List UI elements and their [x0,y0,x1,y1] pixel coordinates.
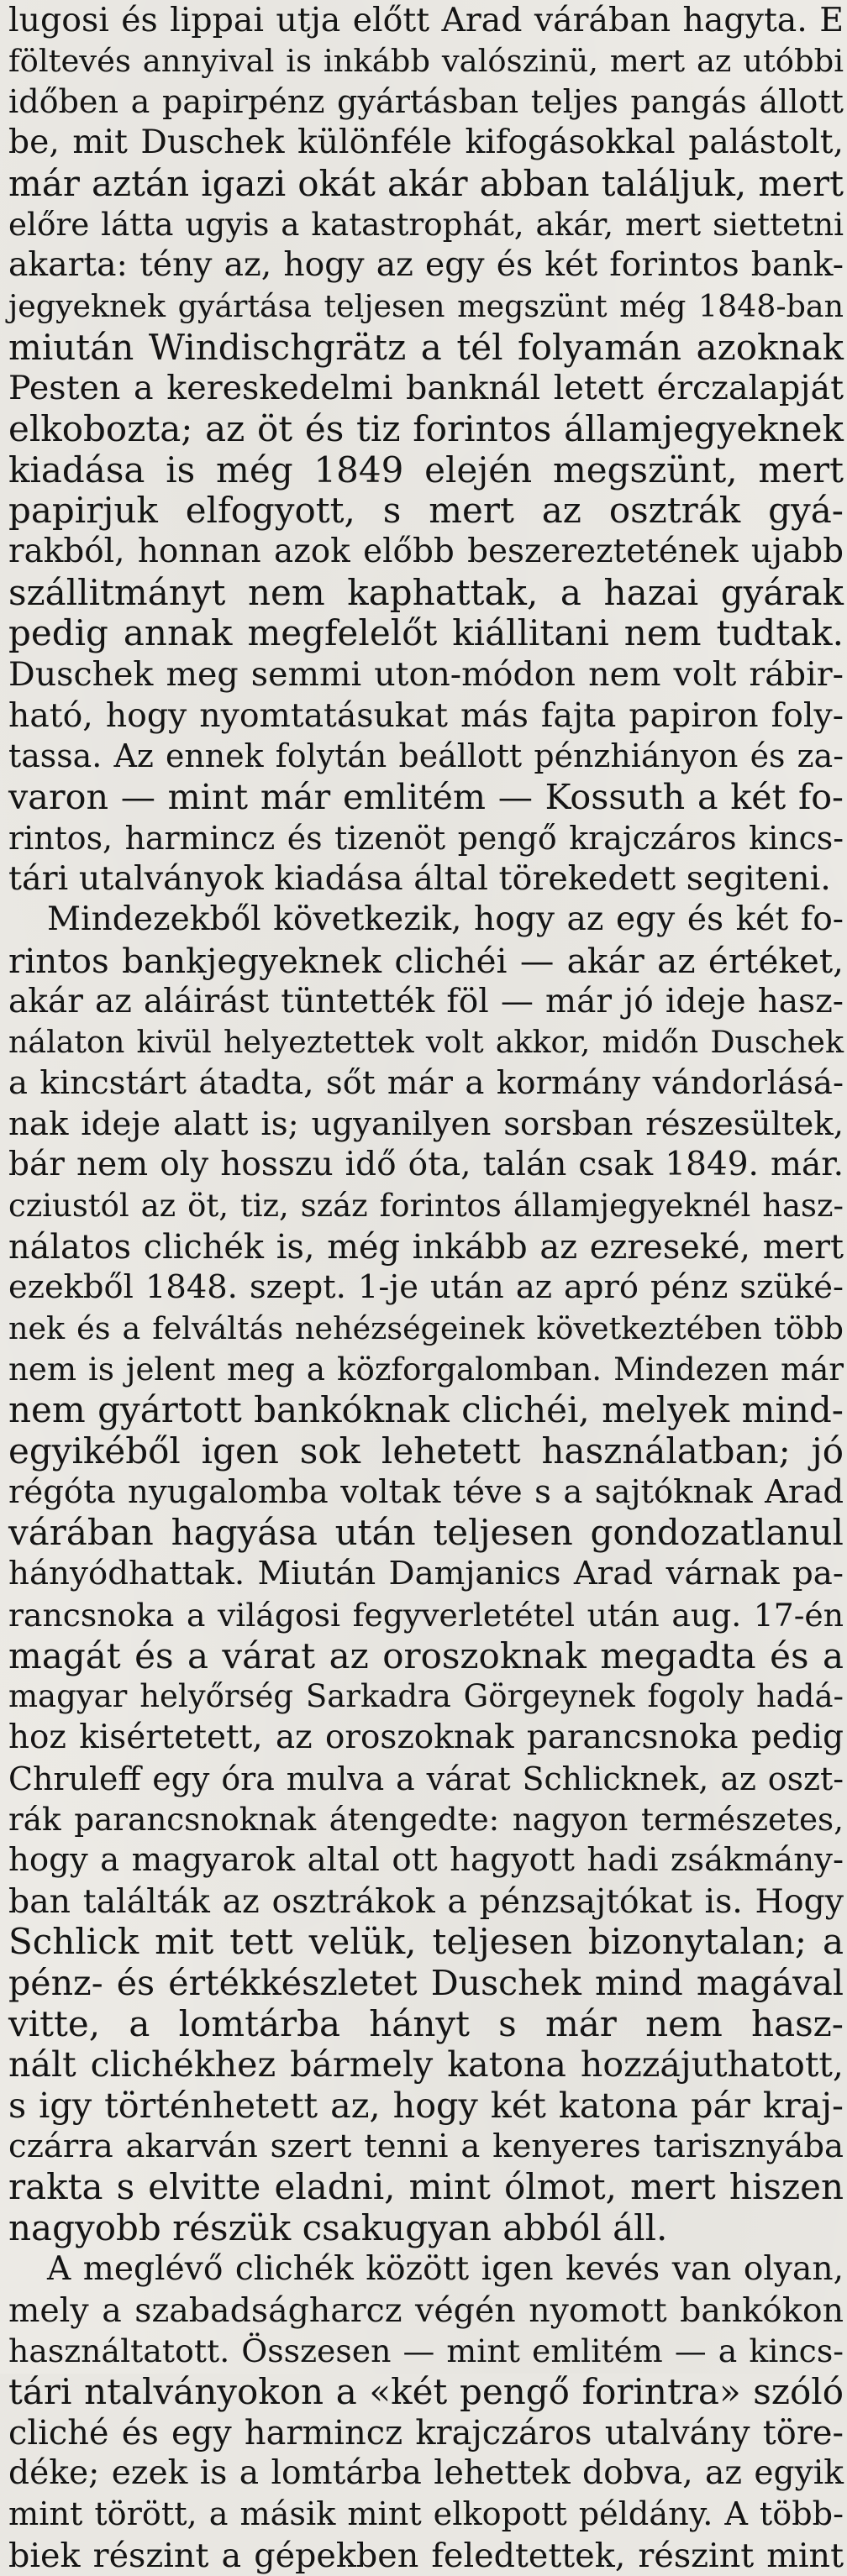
text-line: Mindezekből következik, hogy az egy és két fo- [47,900,844,939]
paragraph-3 [8,2249,844,2576]
text-line: pénz- és értékkészletet Duschek mind magával [8,1963,844,2003]
text-line: ban találták az osztrákok a pénzsajtókat is. Hogy [8,1881,844,1921]
text-line: rák parancsnoknak átengedte: nagyon természetes, [8,1801,844,1839]
text-line: elkobozta; az öt és tiz forintos államjegyeknek [8,407,844,449]
text-line: akarta: tény az, hogy az egy és két forintos bank- [8,246,844,285]
text-line: nak ideje alatt is; ugyanilyen sorsban részesültek, [8,1104,844,1143]
text-line: nálatos clichék is, még inkább az ezreseké, mert [8,1227,844,1267]
text-line: rakból, honnan azok előbb beszereztetének ujabb [8,532,844,570]
text-line: ezekből 1848. szept. 1-je után az apró pénz szüké- [8,1268,844,1307]
text-line: hányódhattak. Miután Damjanics Arad várnak pa- [8,1555,844,1593]
text-line: szállitmányt nem kaphattak, a hazai gyárak [8,571,844,613]
text-line: nem is jelent meg a közforgalomban. Mindezen már [8,1351,844,1388]
text-line: ható, hogy nyomtatásukat más fajta papiron foly- [8,695,844,735]
text-line: nek és a felváltás nehézségeinek következtében több [8,1310,844,1346]
text-line: be, mit Duschek különféle kifogásokkal palástolt, [8,123,844,162]
text-line: kiadása is még 1849 elején megszünt, mert [8,449,844,491]
text-line: hoz kisértetett, az oroszoknak parancsnoka pedig [8,1718,844,1756]
text-line: akár az aláirást tüntették föl — már jó ideje hasz- [8,982,844,1020]
text-line: rintos, harmincz és tizenöt pengő krajczáros kincs- [8,819,844,857]
text-line: Pesten a kereskedelmi banknál letett érczalapját [8,369,844,408]
text-line: Schlick mit tett velük, teljesen bizonytalan; a [8,1921,844,1963]
text-line: déke; ezek is a lomtárba lehettek dobva, az egyik [8,2454,844,2493]
article-column [8,0,844,2576]
text-line: mint törött, a másik mint elkopott példány. A több- [8,2495,844,2533]
text-line: tári ntalványokon a «két pengő forintra» szóló [8,2370,844,2412]
text-line: nálaton kivül helyeztettek volt akkor, midőn Duschek [8,1024,844,1061]
paragraph-1 [8,0,844,900]
text-line: nagyobb részük csakugyan abból áll. [8,2207,668,2249]
text-line: Duschek meg semmi uton-módon nem volt rábir- [8,655,844,694]
text-line: rancsnoka a világosi fegyverletétel után aug. 17-én [8,1596,844,1634]
text-line: időben a papirpénz gyártásban teljes pangás állott [8,83,844,121]
text-line: föltevés annyival is inkább valószinü, mert az utóbbi [8,42,844,79]
text-line: bár nem oly hosszu idő óta, talán csak 1849. már. [8,1146,844,1184]
text-line: jegyeknek gyártása teljesen megszünt még 1848-ban [8,287,844,324]
text-line: használtatott. Összesen — mint emlitém — a kincs- [8,2332,844,2370]
text-line: előre látta ugyis a katastrophát, akár, mert siettetni [8,206,844,244]
text-line: A meglévő clichék között igen kevés van olyan, [47,2249,844,2288]
text-line: tassa. Az ennek folytán beállott pénzhiányon és za- [8,737,844,775]
text-line: papirjuk elfogyott, s mert az osztrák gyá- [8,490,844,532]
text-line: biek részint a gépekben feledtettek, részint mint [8,2536,844,2575]
text-line: hogy a magyarok altal ott hagyott hadi zsákmány- [8,1840,844,1879]
text-line: cliché és egy harmincz krajczáros utalvány töre- [8,2413,844,2453]
text-line: Chruleff egy óra mulva a várat Schlicknek, az oszt- [8,1760,844,1797]
text-line: pedig annak megfelelőt kiállitani nem tudtak. [8,612,844,654]
text-line: rintos bankjegyeknek clichéi — akár az értéket, [8,940,844,981]
text-line: egyikéből igen sok lehetett használatban; jó [8,1430,844,1472]
text-line: nált clichékhez bármely katona hozzájuthatott, [8,2044,844,2085]
text-line: varon — mint már emlitém — Kossuth a két fo- [8,777,844,818]
text-line: czárra akarván szert tenni a kenyeres tarisznyába [8,2127,844,2165]
text-line: cziustól az öt, tiz, száz forintos államjegyeknél hasz- [8,1187,844,1224]
text-line: a kincstárt átadta, sőt már a kormány vándorlásá- [8,1063,844,1102]
text-line: s igy történhetett az, hogy két katona pár kraj- [8,2085,844,2127]
text-line: tári utalványok kiadása által törekedett segiteni. [8,859,831,899]
text-line: magát és a várat az oroszoknak megadta és a [8,1634,844,1676]
text-line: vitte, a lomtárba hányt s már nem hasz- [8,2002,844,2044]
text-line: rakta s elvitte eladni, mint ólmot, mert hiszen [8,2166,844,2208]
text-line: miután Windischgrätz a tél folyamán azoknak [8,326,844,368]
text-line: régóta nyugalomba voltak téve s a sajtóknak Arad [8,1472,844,1511]
text-line: várában hagyása után teljesen gondozatlanul [8,1512,844,1554]
text-line: nem gyártott bankóknak clichéi, melyek mind- [8,1389,844,1431]
text-line: magyar helyőrség Sarkadra Görgeynek fogoly hadá- [8,1678,844,1715]
text-line: lugosi és lippai utja előtt Arad várában hagyta. E [8,1,844,39]
text-line: mely a szabadságharcz végén nyomott bankókon [8,2290,844,2330]
text-line: már aztán igazi okát akár abban találjuk, mert [8,162,844,204]
paragraph-2 [8,900,844,2249]
